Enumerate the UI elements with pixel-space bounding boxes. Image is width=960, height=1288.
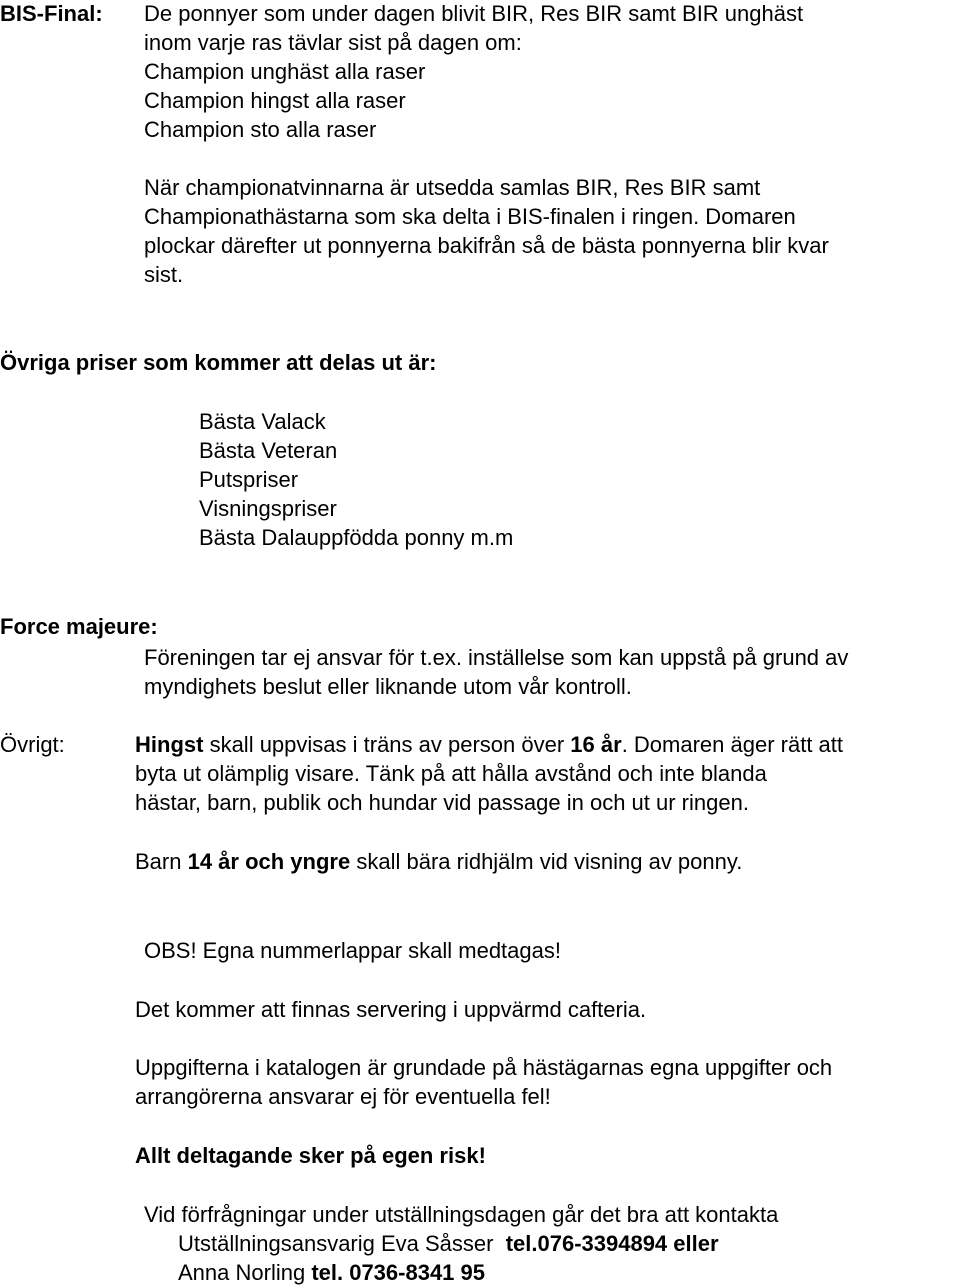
ovrigt-line-1-text-a: skall uppvisas i träns av person över [203,732,571,757]
contact-intro: Vid förfrågningar under utställningsdagen går det bra att kontakta [144,1202,779,1227]
contact-anna-phone: tel. 0736-8341 95 [311,1260,486,1285]
prize-item: Bästa Dalauppfödda ponny m.m [199,525,514,550]
hingst-bold: Hingst [135,732,204,757]
force-majeure-heading: Force majeure: [0,614,158,639]
prize-item: Bästa Valack [199,409,326,434]
uppgifter-line-1: Uppgifterna i katalogen är grundade på hästägarnas egna uppgifter och [135,1055,833,1080]
risk-line: Allt deltagande sker på egen risk! [135,1143,486,1168]
ovrigt-line-1 [135,730,843,759]
contact-eva-phone: tel.076-3394894 eller [505,1231,719,1256]
contact-line-3 [178,1258,485,1287]
bis-final-label: BIS-Final: [0,1,103,26]
bis-final-para2-line-2: Championathästarna som ska delta i BIS-finalen i ringen. Domaren [144,204,796,229]
bis-final-line-1: De ponnyer som under dagen blivit BIR, Res BIR samt BIR unghäst [144,1,804,26]
barn-line [135,847,742,876]
ovrigt-line-1-text-b: . Domaren äger rätt att [621,732,844,757]
bis-final-para2-line-3: plockar därefter ut ponnyerna bakifrån så de bästa ponnyerna blir kvar [144,233,829,258]
age-bold: 16 år [570,732,622,757]
barn-age-bold: 14 år och yngre [187,849,351,874]
bis-final-para2-line-4: sist. [144,262,184,287]
obs-line: OBS! Egna nummerlappar skall medtagas! [144,938,561,963]
prize-item: Putspriser [199,467,299,492]
bis-final-line-5: Champion sto alla raser [144,117,377,142]
prize-item: Visningspriser [199,496,337,521]
force-majeure-line-2: myndighets beslut eller liknande utom vår kontroll. [144,674,632,699]
ovriga-priser-heading: Övriga priser som kommer att delas ut är: [0,350,437,375]
servering-line: Det kommer att finnas servering i uppvärmd cafteria. [135,997,647,1022]
bis-final-line-3: Champion unghäst alla raser [144,59,426,84]
bis-final-para2-line-1: När championatvinnarna är utsedda samlas BIR, Res BIR samt [144,175,761,200]
force-majeure-line-1: Föreningen tar ej ansvar för t.ex. inställelse som kan uppstå på grund av [144,645,849,670]
ovrigt-line-3: hästar, barn, publik och hundar vid passage in och ut ur ringen. [135,790,749,815]
bis-final-line-4: Champion hingst alla raser [144,88,406,113]
uppgifter-line-2: arrangörerna ansvarar ej för eventuella fel! [135,1084,551,1109]
contact-eva: Utställningsansvarig Eva Såsser [178,1231,506,1256]
ovrigt-label: Övrigt: [0,732,65,757]
contact-line-2 [178,1229,719,1258]
barn-text-b: skall bära ridhjälm vid visning av ponny. [350,849,743,874]
prize-item: Bästa Veteran [199,438,338,463]
ovrigt-line-2: byta ut olämplig visare. Tänk på att hålla avstånd och inte blanda [135,761,767,786]
bis-final-line-2: inom varje ras tävlar sist på dagen om: [144,30,522,55]
barn-text-a: Barn [135,849,188,874]
contact-anna: Anna Norling [178,1260,312,1285]
